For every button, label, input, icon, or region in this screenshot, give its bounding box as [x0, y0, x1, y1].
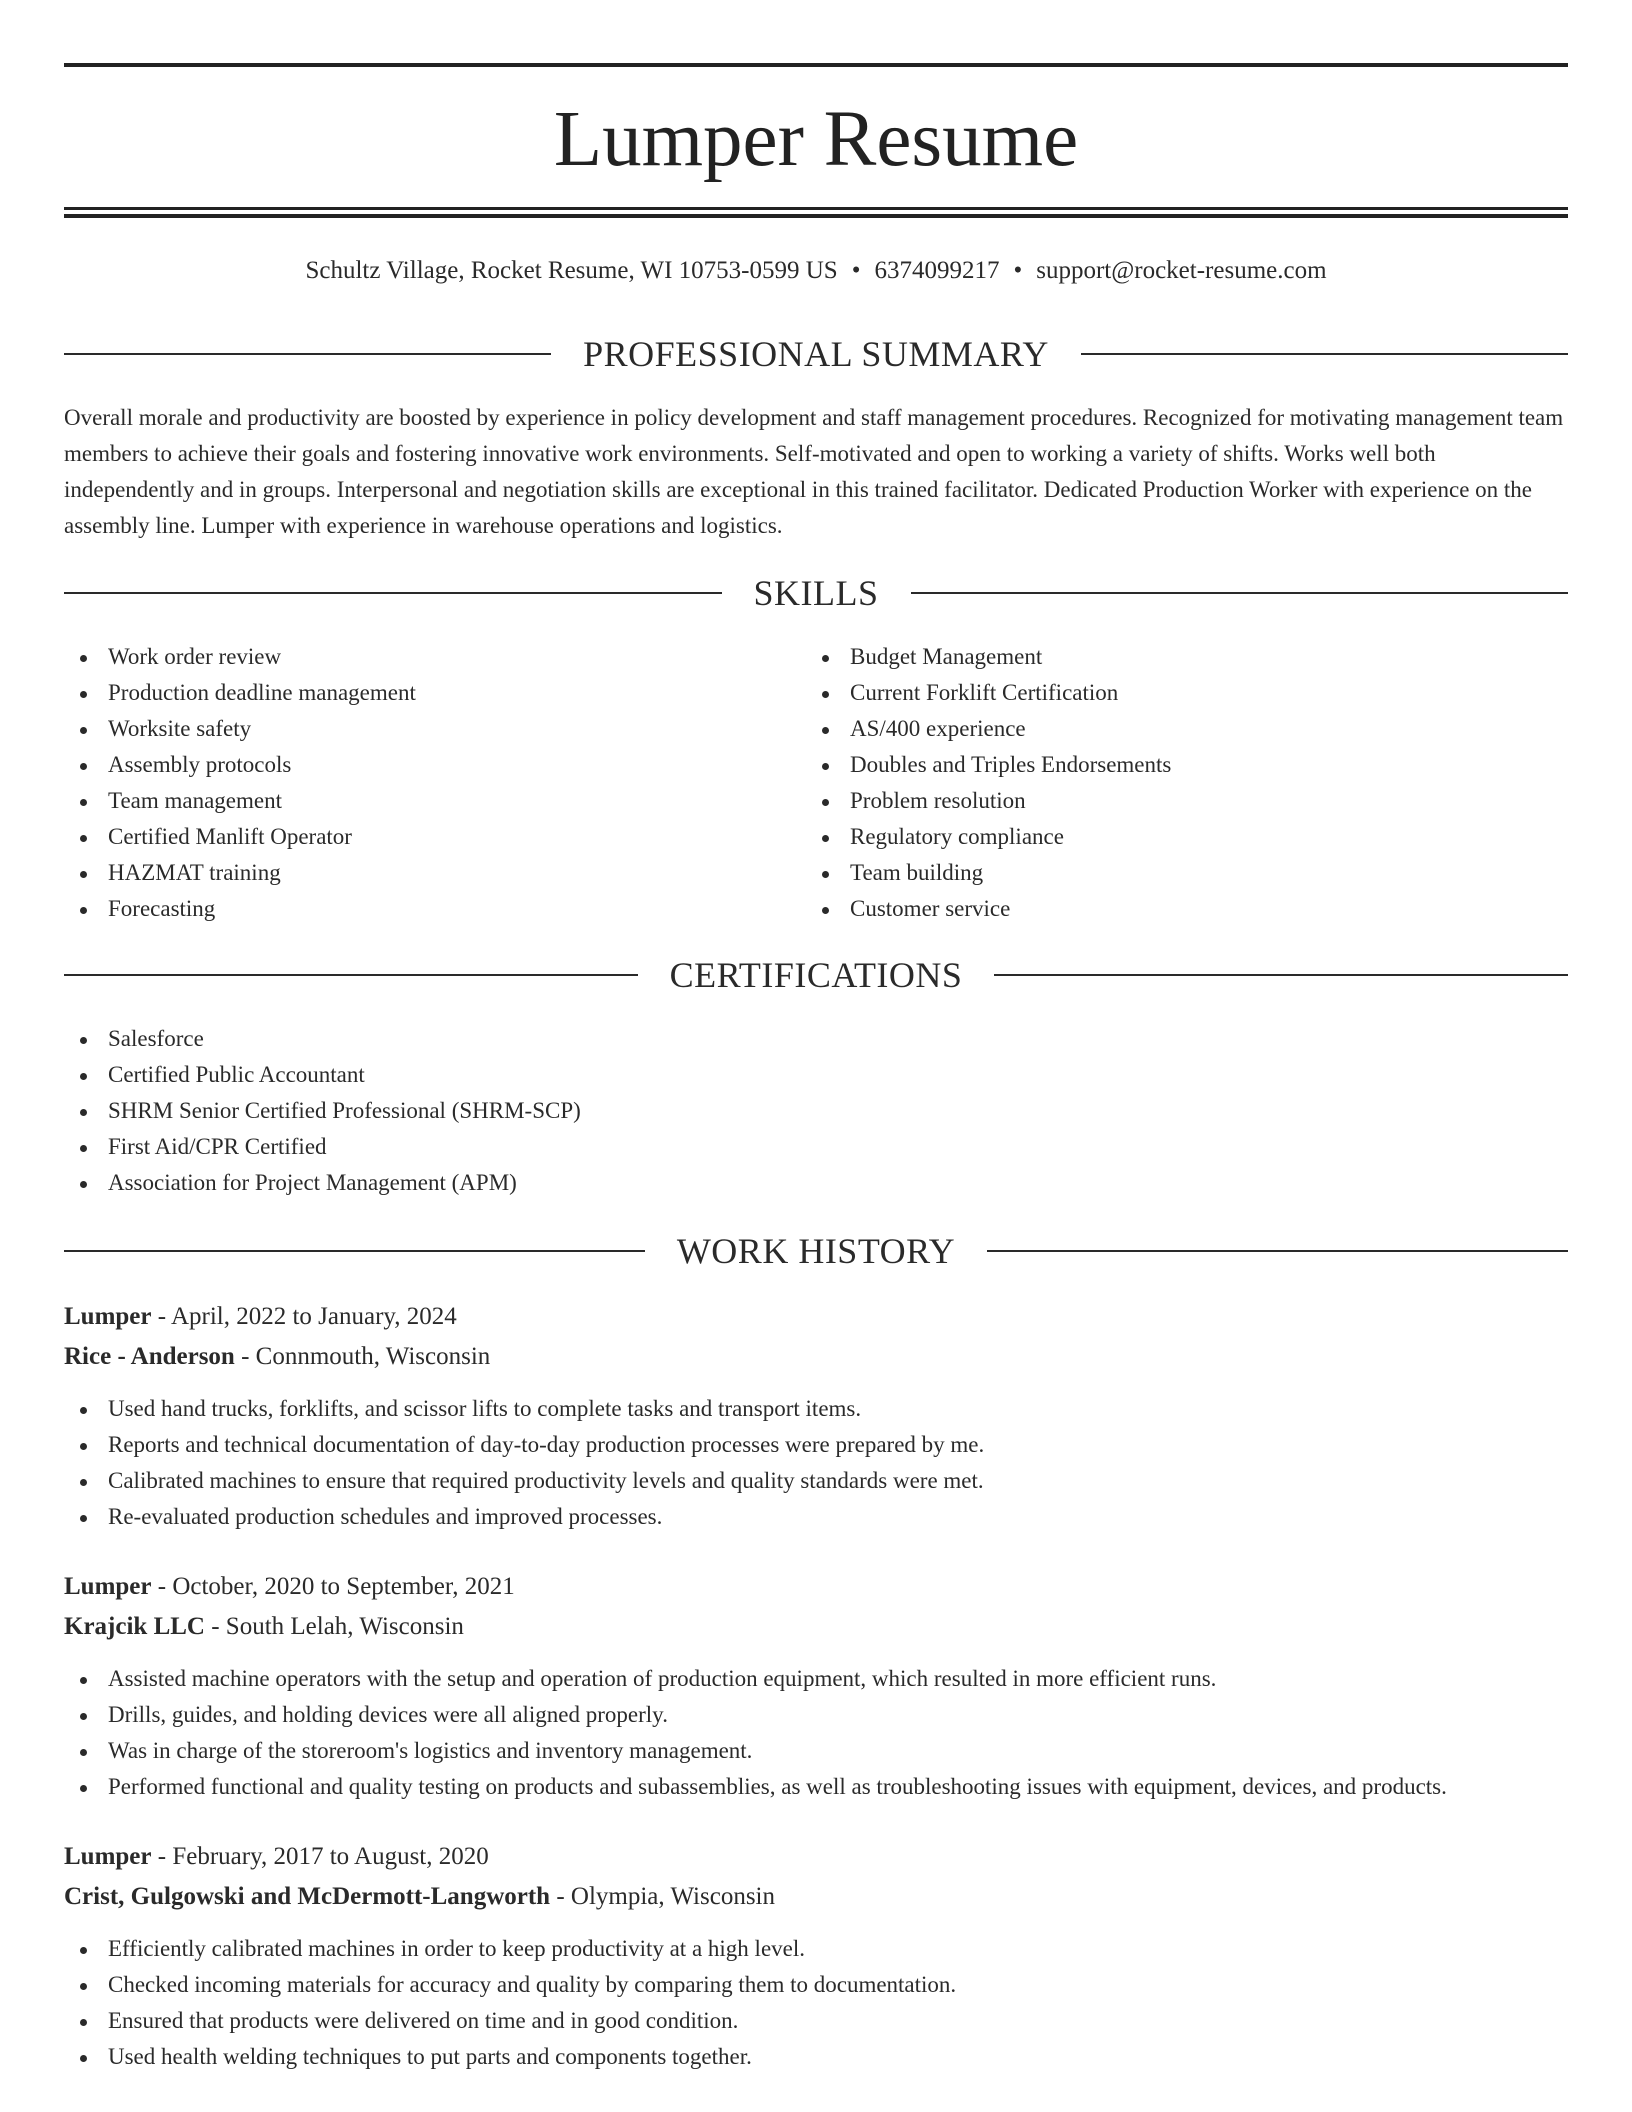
job-title: Lumper [64, 1303, 152, 1330]
skill-item: Worksite safety [64, 711, 416, 747]
job-bullet: Re-evaluated production schedules and improved processes. [64, 1499, 984, 1535]
job-bullet: Assisted machine operators with the setup and operation of production equipment, which resulted in more efficient runs. [64, 1661, 1447, 1697]
skills-list-left [64, 639, 416, 927]
skill-item: Customer service [806, 891, 1171, 927]
job-dates: - October, 2020 to September, 2021 [151, 1573, 515, 1600]
contact-email: support@rocket-resume.com [1036, 257, 1327, 284]
certification-item: Salesforce [64, 1021, 581, 1057]
skills-list-right [806, 639, 1171, 927]
job-title: Lumper [64, 1843, 152, 1870]
section-rule [987, 1250, 1568, 1252]
job-dates: - April, 2022 to January, 2024 [151, 1303, 457, 1330]
job-bullet: Was in charge of the storeroom's logistics and inventory management. [64, 1733, 1447, 1769]
certification-item: First Aid/CPR Certified [64, 1129, 581, 1165]
job-bullet: Calibrated machines to ensure that required productivity levels and quality standards were met. [64, 1463, 984, 1499]
job-bullet: Ensured that products were delivered on time and in good condition. [64, 2003, 956, 2039]
job-title-line [64, 1839, 489, 1875]
skill-item: Team management [64, 783, 416, 819]
work-history-section-header [64, 1229, 1568, 1273]
job-company-line [64, 1339, 490, 1375]
skills-section-header [64, 571, 1568, 615]
job-company: Crist, Gulgowski and McDermott-Langworth [64, 1883, 551, 1910]
section-rule [64, 592, 722, 594]
section-rule [911, 592, 1569, 594]
job-bullets [64, 1661, 1447, 1805]
skill-item: Work order review [64, 639, 416, 675]
certifications-heading: CERTIFICATIONS [669, 955, 963, 995]
certification-item: SHRM Senior Certified Professional (SHRM-SCP) [64, 1093, 581, 1129]
job-dates: - February, 2017 to August, 2020 [151, 1843, 489, 1870]
skill-item: Current Forklift Certification [806, 675, 1171, 711]
skill-item: Assembly protocols [64, 747, 416, 783]
job-title-line [64, 1299, 457, 1335]
summary-section-header [64, 332, 1568, 376]
contact-separator: • [851, 257, 861, 284]
job-bullets [64, 1931, 956, 2075]
skill-item: HAZMAT training [64, 855, 416, 891]
skill-item: Doubles and Triples Endorsements [806, 747, 1171, 783]
contact-address: Schultz Village, Rocket Resume, WI 10753-0599 US [305, 257, 838, 284]
skill-item: Certified Manlift Operator [64, 819, 416, 855]
job-location: - South Lelah, Wisconsin [204, 1613, 464, 1640]
skill-item: Forecasting [64, 891, 416, 927]
job-company-line [64, 1609, 464, 1645]
job-title: Lumper [64, 1573, 152, 1600]
job-bullet: Reports and technical documentation of day-to-day production processes were prepared by me. [64, 1427, 984, 1463]
job-bullet: Used health welding techniques to put parts and components together. [64, 2039, 956, 2075]
job-bullet: Performed functional and quality testing on products and subassemblies, as well as troubleshooting issues with equipment, devices, and products. [64, 1769, 1447, 1805]
job-bullet: Used hand trucks, forklifts, and scissor lifts to complete tasks and transport items. [64, 1391, 984, 1427]
skill-item: Team building [806, 855, 1171, 891]
job-company: Krajcik LLC [64, 1613, 205, 1640]
skills-heading: SKILLS [753, 573, 879, 613]
skill-item: Regulatory compliance [806, 819, 1171, 855]
skill-item: AS/400 experience [806, 711, 1171, 747]
summary-heading: PROFESSIONAL SUMMARY [583, 334, 1049, 374]
job-company-line [64, 1879, 775, 1915]
resume-title: Lumper Resume [553, 96, 1079, 183]
certification-item: Association for Project Management (APM) [64, 1165, 581, 1201]
job-bullet: Checked incoming materials for accuracy and quality by comparing them to documentation. [64, 1967, 956, 2003]
section-rule [994, 974, 1568, 976]
section-rule [64, 974, 638, 976]
title-double-rule [64, 207, 1568, 218]
contact-line [64, 255, 1568, 287]
job-bullets [64, 1391, 984, 1535]
contact-phone: 6374099217 [874, 257, 1000, 284]
job-location: - Connmouth, Wisconsin [234, 1343, 491, 1370]
skill-item: Budget Management [806, 639, 1171, 675]
top-rule [64, 63, 1568, 67]
certifications-section-header [64, 953, 1568, 997]
skill-item: Problem resolution [806, 783, 1171, 819]
certifications-list [64, 1021, 581, 1201]
job-location: - Olympia, Wisconsin [550, 1883, 775, 1910]
section-rule [64, 1250, 645, 1252]
job-bullet: Drills, guides, and holding devices were all aligned properly. [64, 1697, 1447, 1733]
job-company: Rice - Anderson [64, 1343, 235, 1370]
summary-text: Overall morale and productivity are boosted by experience in policy development and staff management procedures. Recognized for motivating management team members to achieve their goals and fostering innovative work environments. Self-motivated and open to working a variety of shifts. Works well both independently and in groups. Interpersonal and negotiation skills are exceptional in this trained facilitator. Dedicated Production Worker with experience on the assembly line. Lumper with experience in warehouse operations and logistics. [64, 405, 1564, 538]
contact-separator: • [1013, 257, 1023, 284]
certification-item: Certified Public Accountant [64, 1057, 581, 1093]
section-rule [64, 353, 551, 355]
job-bullet: Efficiently calibrated machines in order to keep productivity at a high level. [64, 1931, 956, 1967]
skill-item: Production deadline management [64, 675, 416, 711]
work-history-heading: WORK HISTORY [676, 1231, 956, 1271]
section-rule [1081, 353, 1568, 355]
job-title-line [64, 1569, 515, 1605]
